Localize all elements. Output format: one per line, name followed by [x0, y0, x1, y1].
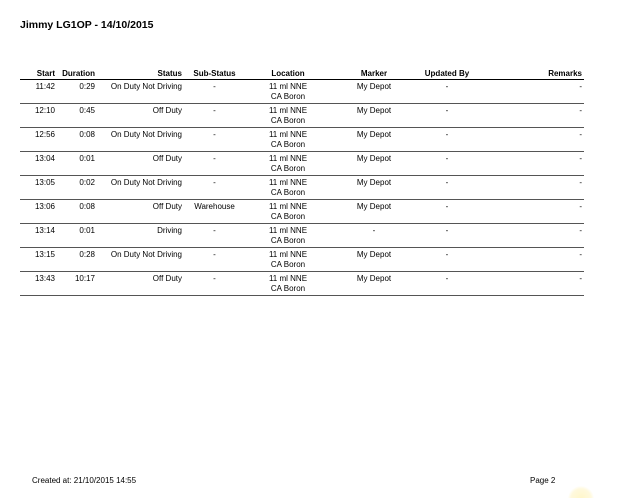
- cell-status: Off Duty: [97, 152, 184, 176]
- cell-location: [245, 80, 331, 104]
- cell-duration: 0:29: [57, 80, 97, 104]
- cell-status: On Duty Not Driving: [97, 128, 184, 152]
- corner-highlight: [568, 486, 594, 498]
- cell-status: On Duty Not Driving: [97, 176, 184, 200]
- cell-remarks: -: [477, 104, 584, 128]
- cell-status: Off Duty: [97, 272, 184, 296]
- cell-start: 11:42: [20, 80, 57, 104]
- cell-sub-status: -: [184, 104, 245, 128]
- cell-start: 12:10: [20, 104, 57, 128]
- cell-start: 12:56: [20, 128, 57, 152]
- table-header-row: [20, 66, 584, 80]
- location-line: 11 ml NNE: [268, 82, 308, 91]
- cell-remarks: -: [477, 272, 584, 296]
- location-line: 11 ml NNE: [268, 226, 308, 235]
- cell-duration: 0:45: [57, 104, 97, 128]
- cell-updated-by: -: [417, 80, 477, 104]
- cell-sub-status: -: [184, 176, 245, 200]
- created-at: Created at: 21/10/2015 14:55: [32, 476, 137, 485]
- cell-location: [245, 272, 331, 296]
- cell-sub-status: -: [184, 152, 245, 176]
- column-header-duration: Duration: [57, 66, 97, 80]
- location-line: 11 ml NNE: [268, 202, 308, 211]
- cell-remarks: -: [477, 224, 584, 248]
- cell-location: [245, 200, 331, 224]
- duty-log-table: [20, 66, 584, 296]
- location-line: CA Boron: [270, 139, 306, 149]
- cell-marker: My Depot: [331, 128, 417, 152]
- cell-marker: My Depot: [331, 200, 417, 224]
- table-row: [20, 128, 584, 152]
- location-line: CA Boron: [270, 211, 306, 221]
- cell-location: [245, 152, 331, 176]
- cell-duration: 0:01: [57, 152, 97, 176]
- location-line: 11 ml NNE: [268, 130, 308, 139]
- cell-status: Off Duty: [97, 104, 184, 128]
- cell-marker: My Depot: [331, 272, 417, 296]
- location-line: 11 ml NNE: [268, 106, 308, 115]
- location-line: 11 ml NNE: [268, 250, 308, 259]
- cell-remarks: -: [477, 200, 584, 224]
- cell-updated-by: -: [417, 248, 477, 272]
- cell-sub-status: -: [184, 128, 245, 152]
- cell-updated-by: -: [417, 104, 477, 128]
- cell-sub-status: -: [184, 224, 245, 248]
- cell-marker: My Depot: [331, 176, 417, 200]
- cell-start: 13:04: [20, 152, 57, 176]
- location-line: CA Boron: [270, 235, 306, 245]
- column-header-updated-by: Updated By: [417, 66, 477, 80]
- cell-status: Driving: [97, 224, 184, 248]
- cell-location: [245, 104, 331, 128]
- cell-remarks: -: [477, 176, 584, 200]
- column-header-marker: Marker: [331, 66, 417, 80]
- table-row: [20, 176, 584, 200]
- cell-start: 13:05: [20, 176, 57, 200]
- cell-updated-by: -: [417, 176, 477, 200]
- cell-duration: 0:02: [57, 176, 97, 200]
- cell-duration: 0:08: [57, 128, 97, 152]
- cell-start: 13:15: [20, 248, 57, 272]
- cell-location: [245, 128, 331, 152]
- location-line: 11 ml NNE: [268, 154, 308, 163]
- cell-updated-by: -: [417, 152, 477, 176]
- location-line: CA Boron: [270, 187, 306, 197]
- cell-marker: My Depot: [331, 248, 417, 272]
- cell-updated-by: -: [417, 224, 477, 248]
- cell-duration: 10:17: [57, 272, 97, 296]
- column-header-start: Start: [20, 66, 57, 80]
- cell-duration: 0:08: [57, 200, 97, 224]
- cell-start: 13:06: [20, 200, 57, 224]
- page-number: Page 2: [530, 476, 556, 485]
- cell-sub-status: Warehouse: [184, 200, 245, 224]
- page-title: Jimmy LG1OP - 14/10/2015: [20, 19, 154, 31]
- location-line: 11 ml NNE: [268, 178, 308, 187]
- location-line: CA Boron: [270, 163, 306, 173]
- table-row: [20, 224, 584, 248]
- table-row: [20, 152, 584, 176]
- cell-sub-status: -: [184, 272, 245, 296]
- column-header-status: Status: [97, 66, 184, 80]
- cell-updated-by: -: [417, 128, 477, 152]
- column-header-sub-status: Sub-Status: [184, 66, 245, 80]
- cell-sub-status: -: [184, 80, 245, 104]
- cell-start: 13:43: [20, 272, 57, 296]
- location-line: CA Boron: [270, 259, 306, 269]
- cell-marker: My Depot: [331, 104, 417, 128]
- cell-remarks: -: [477, 152, 584, 176]
- table-body: [20, 80, 584, 296]
- table-row: [20, 272, 584, 296]
- table-row: [20, 104, 584, 128]
- table-row: [20, 248, 584, 272]
- cell-marker: -: [331, 224, 417, 248]
- cell-updated-by: -: [417, 272, 477, 296]
- cell-sub-status: -: [184, 248, 245, 272]
- table-row: [20, 80, 584, 104]
- cell-remarks: -: [477, 248, 584, 272]
- location-line: CA Boron: [270, 115, 306, 125]
- cell-start: 13:14: [20, 224, 57, 248]
- column-header-remarks: Remarks: [477, 66, 584, 80]
- cell-status: On Duty Not Driving: [97, 248, 184, 272]
- cell-location: [245, 248, 331, 272]
- cell-marker: My Depot: [331, 152, 417, 176]
- location-line: CA Boron: [270, 91, 306, 101]
- cell-status: Off Duty: [97, 200, 184, 224]
- location-line: CA Boron: [270, 283, 306, 293]
- cell-location: [245, 224, 331, 248]
- cell-marker: My Depot: [331, 80, 417, 104]
- location-line: 11 ml NNE: [268, 274, 308, 283]
- cell-duration: 0:01: [57, 224, 97, 248]
- cell-remarks: -: [477, 128, 584, 152]
- cell-duration: 0:28: [57, 248, 97, 272]
- cell-location: [245, 176, 331, 200]
- column-header-location: Location: [245, 66, 331, 80]
- cell-remarks: -: [477, 80, 584, 104]
- table-row: [20, 200, 584, 224]
- cell-updated-by: -: [417, 200, 477, 224]
- cell-status: On Duty Not Driving: [97, 80, 184, 104]
